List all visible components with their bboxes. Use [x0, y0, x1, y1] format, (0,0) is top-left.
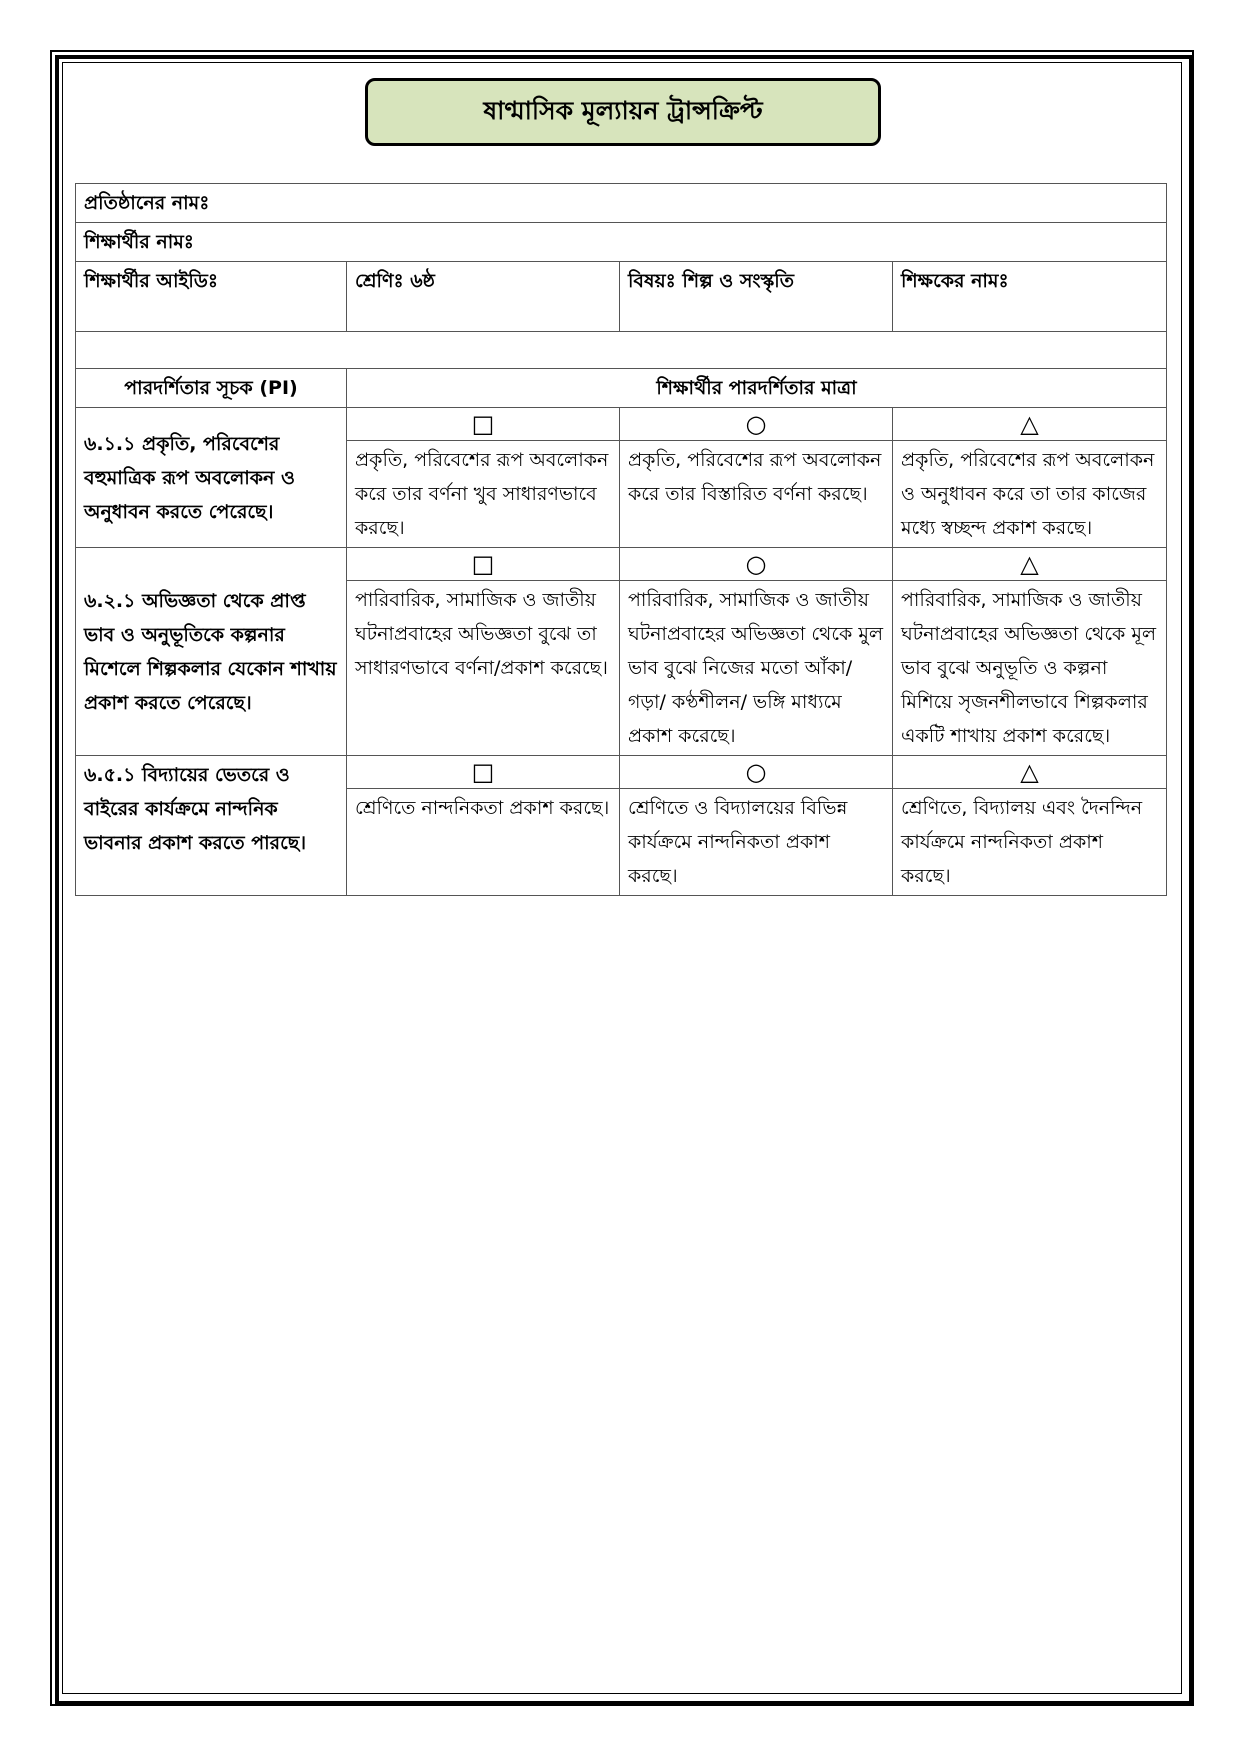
student-name-label: শিক্ষার্থীর নামঃ	[76, 223, 1167, 262]
square-icon: □	[347, 408, 620, 441]
level-cell: পারিবারিক, সামাজিক ও জাতীয় ঘটনাপ্রবাহের অভিজ্ঞতা থেকে মুল ভাব বুঝে নিজের মতো আঁকা/ গড়া/ কণ্ঠশীলন/ ভঙ্গি মাধ্যমে প্রকাশ করেছে।	[620, 581, 893, 756]
circle-icon: ○	[620, 408, 893, 441]
table-row	[76, 548, 1167, 581]
circle-icon: ○	[620, 756, 893, 789]
level-cell: শ্রেণিতে, বিদ্যালয় এবং দৈনন্দিন কার্যক্রমে নান্দনিকতা প্রকাশ করছে।	[893, 789, 1167, 896]
transcript-table	[75, 183, 1167, 896]
pi-cell: ৬.৫.১ বিদ্যায়ের ভেতরে ও বাইরের কার্যক্রমে নান্দনিক ভাবনার প্রকাশ করতে পারছে।	[76, 756, 347, 896]
pi-cell: ৬.২.১ অভিজ্ঞতা থেকে প্রাপ্ত ভাব ও অনুভূতিকে কল্পনার মিশেলে শিল্পকলার যেকোন শাখায় প্রকাশ করতে পেরেছে।	[76, 548, 347, 756]
table-row	[76, 756, 1167, 789]
square-icon: □	[347, 548, 620, 581]
transcript-title: ষাণ্মাসিক মূল্যায়ন ট্রান্সক্রিপ্ট	[365, 78, 881, 146]
level-cell: পারিবারিক, সামাজিক ও জাতীয় ঘটনাপ্রবাহের অভিজ্ঞতা থেকে মূল ভাব বুঝে অনুভূতি ও কল্পনা মিশিয়ে সৃজনশীলভাবে শিল্পকলার একটি শাখায় প্রকাশ করেছে।	[893, 581, 1167, 756]
level-cell: শ্রেণিতে ও বিদ্যালয়ের বিভিন্ন কার্যক্রমে নান্দনিকতা প্রকাশ করছে।	[620, 789, 893, 896]
square-icon: □	[347, 756, 620, 789]
spacer-row	[76, 332, 1167, 369]
triangle-icon: △	[893, 408, 1167, 441]
level-cell: শ্রেণিতে নান্দনিকতা প্রকাশ করছে।	[347, 789, 620, 896]
level-column-header: শিক্ষার্থীর পারদর্শিতার মাত্রা	[347, 369, 1167, 408]
student-id-label: শিক্ষার্থীর আইডিঃ	[76, 262, 347, 332]
pi-column-header: পারদর্শিতার সূচক (PI)	[76, 369, 347, 408]
subject-label: বিষয়ঃ শিল্প ও সংস্কৃতি	[620, 262, 893, 332]
table-row	[76, 408, 1167, 441]
institution-label: প্রতিষ্ঠানের নামঃ	[76, 184, 1167, 223]
circle-icon: ○	[620, 548, 893, 581]
spacer-cell	[76, 332, 1167, 369]
table-header-row	[76, 369, 1167, 408]
pi-cell: ৬.১.১ প্রকৃতি, পরিবেশের বহুমাত্রিক রূপ অবলোকন ও অনুধাবন করতে পেরেছে।	[76, 408, 347, 548]
level-cell: পারিবারিক, সামাজিক ও জাতীয় ঘটনাপ্রবাহের অভিজ্ঞতা বুঝে তা সাধারণভাবে বর্ণনা/প্রকাশ করেছে।	[347, 581, 620, 756]
level-cell: প্রকৃতি, পরিবেশের রূপ অবলোকন করে তার বর্ণনা খুব সাধারণভাবে করছে।	[347, 441, 620, 548]
level-cell: প্রকৃতি, পরিবেশের রূপ অবলোকন করে তার বিস্তারিত বর্ণনা করছে।	[620, 441, 893, 548]
student-info-row	[76, 262, 1167, 332]
triangle-icon: △	[893, 756, 1167, 789]
triangle-icon: △	[893, 548, 1167, 581]
teacher-label: শিক্ষকের নামঃ	[893, 262, 1167, 332]
class-label: শ্রেণিঃ ৬ষ্ঠ	[347, 262, 620, 332]
student-name-row	[76, 223, 1167, 262]
institution-row	[76, 184, 1167, 223]
level-cell: প্রকৃতি, পরিবেশের রূপ অবলোকন ও অনুধাবন করে তা তার কাজের মধ্যে স্বচ্ছন্দ প্রকাশ করছে।	[893, 441, 1167, 548]
